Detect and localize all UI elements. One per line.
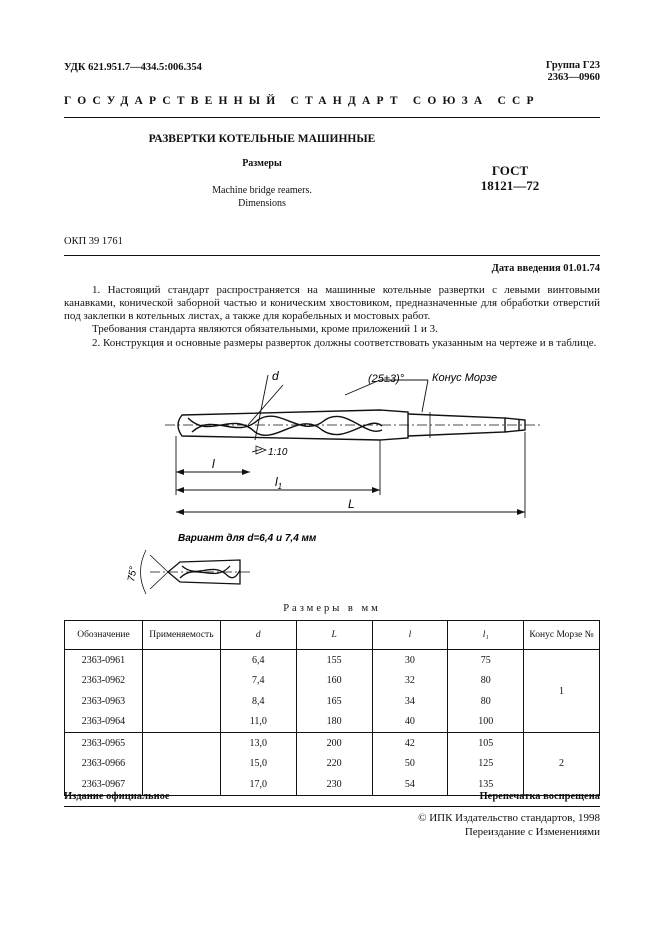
label-helix-angle: (25±3)° <box>368 373 405 385</box>
gost-label: ГОСТ <box>491 163 529 178</box>
udk-code: УДК 621.951.7—434.5:006.354 <box>64 62 202 73</box>
paragraph-1b: Требования стандарта являются обязательными, кроме приложений 1 и 3. <box>92 323 438 335</box>
cell-L: 230 <box>296 774 372 795</box>
cell-l: 40 <box>372 712 448 733</box>
table-caption: Размеры в мм <box>283 603 381 614</box>
cell-L: 220 <box>296 754 372 775</box>
cell-code: 2363-0964 <box>65 712 143 733</box>
english-title-line-1: Machine bridge reamers. <box>212 185 312 196</box>
cell-code: 2363-0967 <box>65 774 143 795</box>
reissue-line: Переиздание с Изменениями <box>464 826 600 838</box>
cell-use <box>142 754 220 775</box>
table-row <box>65 712 600 733</box>
label-morse-taper: Конус Морзе <box>432 372 498 384</box>
col-header-L: L <box>296 621 372 650</box>
cell-L: 160 <box>296 671 372 692</box>
page-subtitle: Размеры <box>242 158 282 169</box>
group-code <box>546 60 600 84</box>
cell-l1: 80 <box>448 691 524 712</box>
cell-d: 13,0 <box>220 733 296 754</box>
cell-use <box>142 733 220 754</box>
cell-l1: 75 <box>448 650 524 671</box>
effective-date: Дата введения 01.01.74 <box>491 263 600 274</box>
table-row <box>65 650 600 671</box>
paragraph-2: 2. Конструкция и основные размеры разверток должны соответствовать указанным на чертеже и в таблице. <box>92 337 597 349</box>
footer-rule <box>64 806 600 807</box>
gost-code: 18121—72 <box>480 178 540 193</box>
okp-code: ОКП 39 1761 <box>64 236 123 247</box>
cell-code: 2363-0965 <box>65 733 143 754</box>
reamer-drawing <box>0 360 661 600</box>
label-L: L <box>348 497 355 511</box>
cell-l1: 125 <box>448 754 524 775</box>
okp-rule <box>64 255 600 256</box>
cell-l1: 135 <box>448 774 524 795</box>
cell-L: 165 <box>296 691 372 712</box>
label-point-angle: 75° <box>126 565 140 583</box>
table-row <box>65 754 600 775</box>
copyright-line: © ИПК Издательство стандартов, 1998 <box>418 812 600 824</box>
col-header-code: Обозначение <box>65 621 143 650</box>
cell-l1: 80 <box>448 671 524 692</box>
dimensions-table <box>64 620 600 796</box>
cell-use <box>142 712 220 733</box>
cell-L: 200 <box>296 733 372 754</box>
label-l1-letter: l <box>275 475 278 489</box>
table-row <box>65 733 600 754</box>
cell-d: 8,4 <box>220 691 296 712</box>
cell-d: 15,0 <box>220 754 296 775</box>
cell-d: 6,4 <box>220 650 296 671</box>
cell-code: 2363-0966 <box>65 754 143 775</box>
label-l: l <box>212 457 215 471</box>
cell-code: 2363-0963 <box>65 691 143 712</box>
header-rule <box>64 117 600 118</box>
col-header-d: d <box>220 621 296 650</box>
col-header-l: l <box>372 621 448 650</box>
english-title-line-2: Dimensions <box>238 198 286 209</box>
label-d: d <box>272 369 279 383</box>
col-header-l1: l₁ <box>448 621 524 650</box>
copyright-block <box>418 811 600 839</box>
paragraph-1: 1. Настоящий стандарт распространяется на машинные котельные развертки с левыми винтовыми канавками, конической заборной частью и коническим хвостовиком, предназначенные для обработки отверстий под заклепки в котельных листах, а также для корабельных и мостовых работ. <box>64 284 600 322</box>
cell-l1: 100 <box>448 712 524 733</box>
group-line-2: 2363—0960 <box>547 72 600 83</box>
cell-code: 2363-0962 <box>65 671 143 692</box>
english-title <box>144 184 380 210</box>
cell-l: 32 <box>372 671 448 692</box>
cell-use <box>142 650 220 671</box>
cell-L: 180 <box>296 712 372 733</box>
table-row <box>65 691 600 712</box>
table-row <box>65 671 600 692</box>
variant-caption: Вариант для d=6,4 и 7,4 мм <box>178 533 317 544</box>
cell-use <box>142 671 220 692</box>
label-l1 <box>275 475 282 491</box>
cell-use <box>142 691 220 712</box>
page-title: РАЗВЕРТКИ КОТЕЛЬНЫЕ МАШИННЫЕ <box>148 133 376 145</box>
cell-l: 54 <box>372 774 448 795</box>
cell-l1: 105 <box>448 733 524 754</box>
cell-d: 7,4 <box>220 671 296 692</box>
cell-d: 11,0 <box>220 712 296 733</box>
cell-L: 155 <box>296 650 372 671</box>
cell-code: 2363-0961 <box>65 650 143 671</box>
cell-morse-group-2: 2 <box>524 733 600 796</box>
state-standard-heading: ГОСУДАРСТВЕННЫЙ СТАНДАРТ СОЮЗА ССР <box>64 95 540 107</box>
cell-d: 17,0 <box>220 774 296 795</box>
col-header-morse: Конус Морзе № <box>524 621 600 650</box>
cell-morse-group-1: 1 <box>524 650 600 733</box>
label-l1-subscript: 1 <box>277 482 283 491</box>
cell-l: 50 <box>372 754 448 775</box>
cell-l: 42 <box>372 733 448 754</box>
table-header-row <box>65 621 600 650</box>
official-edition: Издание официальное <box>64 791 170 802</box>
col-header-use: Применяемость <box>142 621 220 650</box>
gost-number <box>470 163 550 193</box>
label-taper-ratio: 1:10 <box>268 447 288 458</box>
reprint-prohibited: Перепечатка воспрещена <box>479 791 600 802</box>
cell-l: 30 <box>372 650 448 671</box>
cell-l: 34 <box>372 691 448 712</box>
group-line-1: Группа Г23 <box>545 60 600 71</box>
